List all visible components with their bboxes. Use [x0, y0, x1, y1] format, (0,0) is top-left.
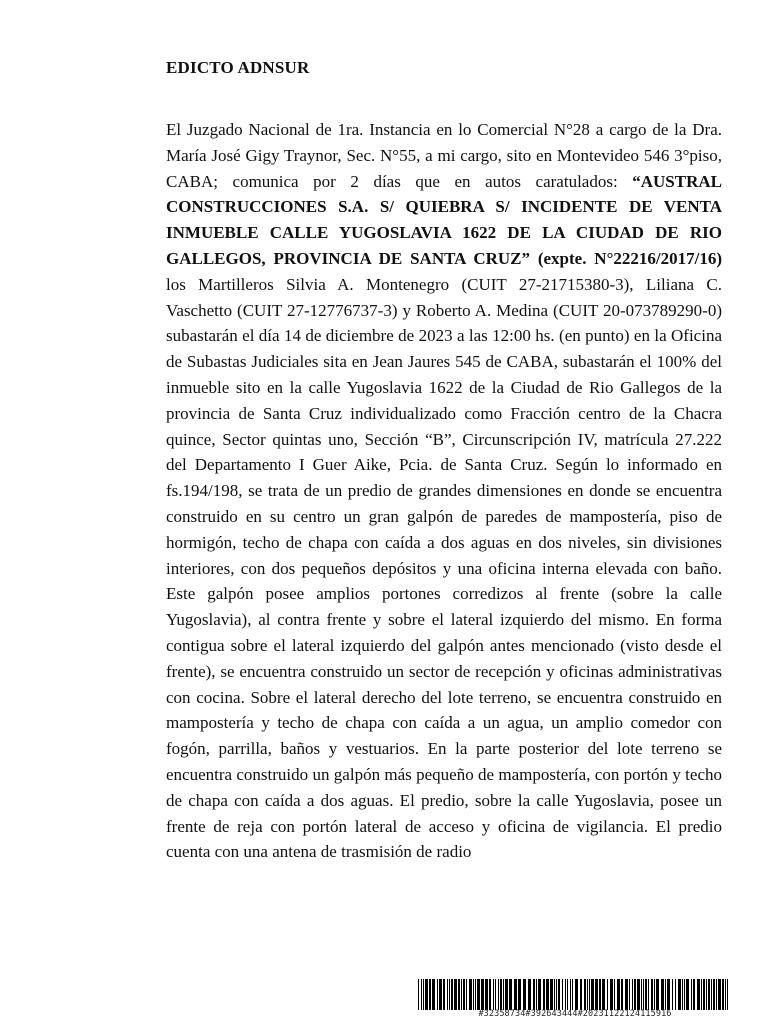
barcode-bar-61 [617, 979, 620, 1010]
barcode-bar-6 [437, 979, 438, 1010]
document-title: EDICTO ADNSUR [166, 58, 310, 77]
barcode-bar-54 [591, 979, 594, 1010]
barcode-bar-29 [505, 979, 508, 1010]
barcode-bar-65 [632, 979, 633, 1010]
barcode-bar-94 [718, 979, 721, 1010]
barcode-bar-86 [697, 979, 700, 1010]
barcode-bar-95 [722, 979, 724, 1010]
barcode-bar-59 [610, 979, 613, 1010]
barcode-bar-22 [485, 979, 488, 1010]
barcode-bar-0 [418, 979, 419, 1010]
barcode-bar-87 [701, 979, 702, 1010]
barcode-bar-64 [629, 979, 630, 1010]
barcode-bar-9 [447, 979, 448, 1010]
barcode-bar-48 [572, 979, 573, 1010]
barcode [418, 979, 732, 1017]
barcode-bar-40 [550, 979, 553, 1010]
barcode-bar-71 [648, 979, 649, 1010]
barcode-bar-53 [589, 979, 590, 1010]
barcode-bar-14 [461, 979, 462, 1010]
barcode-bar-42 [556, 979, 557, 1010]
barcode-bar-13 [458, 979, 460, 1010]
barcode-bar-15 [463, 979, 465, 1010]
barcode-bar-45 [565, 979, 566, 1010]
barcode-bar-69 [643, 979, 644, 1010]
barcode-bar-19 [475, 979, 476, 1010]
barcode-bar-4 [429, 979, 431, 1010]
barcode-bar-34 [528, 979, 531, 1010]
barcode-bar-16 [466, 979, 467, 1010]
barcode-bar-27 [500, 979, 502, 1010]
barcode-bar-31 [514, 979, 517, 1010]
barcode-bar-88 [703, 979, 705, 1010]
barcode-bar-52 [587, 979, 588, 1010]
barcode-bar-32 [518, 979, 521, 1010]
barcode-bar-33 [523, 979, 526, 1010]
barcode-bar-79 [675, 979, 676, 1010]
barcode-bar-20 [477, 979, 480, 1010]
barcode-bar-7 [439, 979, 442, 1010]
barcode-bar-74 [656, 979, 659, 1010]
barcode-bar-17 [469, 979, 472, 1010]
barcode-bar-37 [538, 979, 541, 1010]
barcode-bar-63 [625, 979, 628, 1010]
barcode-bar-11 [451, 979, 453, 1010]
barcode-bar-75 [661, 979, 664, 1010]
barcode-bar-24 [493, 979, 494, 1010]
barcode-bar-47 [570, 979, 571, 1010]
barcode-bar-97 [727, 979, 728, 1010]
barcode-bar-21 [481, 979, 484, 1010]
barcode-bars [418, 979, 732, 1010]
barcode-bar-12 [454, 979, 457, 1010]
barcode-bar-93 [716, 979, 717, 1010]
barcode-bar-55 [595, 979, 598, 1010]
barcode-bar-82 [684, 979, 685, 1010]
barcode-bar-62 [621, 979, 623, 1010]
barcode-bar-3 [425, 979, 428, 1010]
barcode-bar-51 [584, 979, 586, 1010]
barcode-bar-57 [602, 979, 605, 1010]
barcode-bar-8 [443, 979, 445, 1010]
barcode-bar-90 [708, 979, 710, 1010]
barcode-bar-28 [503, 979, 504, 1010]
barcode-bar-78 [672, 979, 673, 1010]
barcode-bar-18 [473, 979, 474, 1010]
barcode-bar-77 [667, 979, 670, 1010]
body-main-text: los Martilleros Silvia A. Montenegro (CUIT 27-21715380-3), Liliana C. Vaschetto (CUIT 27-12776737-3) y Roberto A. Medina (CUIT 20-073789290-0) subastarán el día 14 de diciembre de 2023 a las 12:00 hs. (en punto) en la Oficina de Subastas Judiciales sita en Jean Jaures 545 de CABA, subastarán el 100% del inmueble sito en la calle Yugoslavia 1622 de la Ciudad de Rio Gallegos de la provincia de Santa Cruz individualizado como Fracción centro de la Chacra quince, Sector quintas uno, Sección “B”, Circunscripción IV, matrícula 27.222 del Departamento I Guer Aike, Pcia. de Santa Cruz. Según lo informado en fs.194/198, se trata de un predio de grandes dimensiones en donde se encuentra construido en su centro un gran galpón de paredes de mampostería, piso de hormigón, techo de chapa con caída a dos aguas en dos niveles, sin divisiones interiores, con dos pequeños depósitos y una oficina interna elevada con baño. Este galpón posee amplios portones corredizos al frente (sobre la calle Yugoslavia), al contra frente y sobre el lateral izquierdo del mismo. En forma contigua sobre el lateral izquierdo del galpón antes mencionado (visto desde el frente), se encuentra construido un sector de recepción y oficinas administrativas con cocina. Sobre el lateral derecho del lote terreno, se encuentra construido en mampostería y techo de chapa con caída a un agua, un amplio comedor con fogón, parrilla, baños y vestuarios. En la parte posterior del lote terreno se encuentra construido un galpón más pequeño de mampostería, con portón y techo de chapa con caída a dos aguas. El predio, sobre la calle Yugoslavia, posee un frente de reja con portón lateral de acceso y oficina de vigilancia. El predio cuenta con una antena de trasmisión de radio [166, 274, 722, 862]
barcode-bar-25 [495, 979, 496, 1010]
barcode-bar-81 [682, 979, 683, 1010]
barcode-bar-70 [645, 979, 647, 1010]
barcode-bar-56 [599, 979, 601, 1010]
barcode-bar-73 [654, 979, 655, 1010]
barcode-bar-23 [489, 979, 491, 1010]
barcode-bar-67 [637, 979, 640, 1010]
barcode-bar-39 [546, 979, 549, 1010]
case-caption: “AUSTRAL CONSTRUCCIONES S.A. S/ QUIEBRA S/ INCIDENTE DE VENTA INMUEBLE CALLE YUGOSLAVIA 1622 DE LA CIUDAD DE RIO GALLEGOS, PROVINCIA DE SANTA CRUZ” (expte. N°22216/2017/16) [166, 171, 722, 268]
barcode-bar-10 [449, 979, 450, 1010]
barcode-bar-30 [509, 979, 512, 1010]
barcode-number: #32358734#392643444#20231122124115916 [478, 1009, 672, 1019]
barcode-bar-58 [607, 979, 608, 1010]
barcode-bar-44 [562, 979, 563, 1010]
barcode-bar-36 [536, 979, 537, 1010]
barcode-bar-49 [575, 979, 578, 1010]
barcode-bar-66 [634, 979, 636, 1010]
barcode-bar-85 [693, 979, 695, 1010]
barcode-bar-46 [567, 979, 568, 1010]
body-intro-text: El Juzgado Nacional de 1ra. Instancia en lo Comercial N°28 a cargo de la Dra. María José Gigy Traynor, Sec. N°55, a mi cargo, sito en Montevideo 546 3°piso, CABA; comunica por 2 días que en autos caratulados: [166, 120, 722, 191]
barcode-bar-91 [711, 979, 712, 1010]
barcode-bar-76 [665, 979, 666, 1010]
barcode-bar-50 [580, 979, 582, 1010]
barcode-bar-96 [725, 979, 726, 1010]
barcode-bar-68 [641, 979, 642, 1010]
barcode-bar-89 [706, 979, 707, 1010]
barcode-bar-72 [651, 979, 653, 1010]
barcode-bar-5 [432, 979, 435, 1010]
barcode-bar-80 [678, 979, 681, 1010]
barcode-bar-26 [498, 979, 499, 1010]
barcode-bar-35 [533, 979, 535, 1010]
barcode-bar-38 [543, 979, 545, 1010]
barcode-bar-2 [423, 979, 424, 1010]
barcode-bar-60 [614, 979, 615, 1010]
barcode-bar-43 [558, 979, 560, 1010]
barcode-bar-1 [421, 979, 422, 1010]
barcode-bar-41 [554, 979, 555, 1010]
barcode-bar-83 [686, 979, 689, 1010]
barcode-bar-84 [691, 979, 692, 1010]
document-body [166, 117, 722, 865]
barcode-bar-92 [713, 979, 715, 1010]
